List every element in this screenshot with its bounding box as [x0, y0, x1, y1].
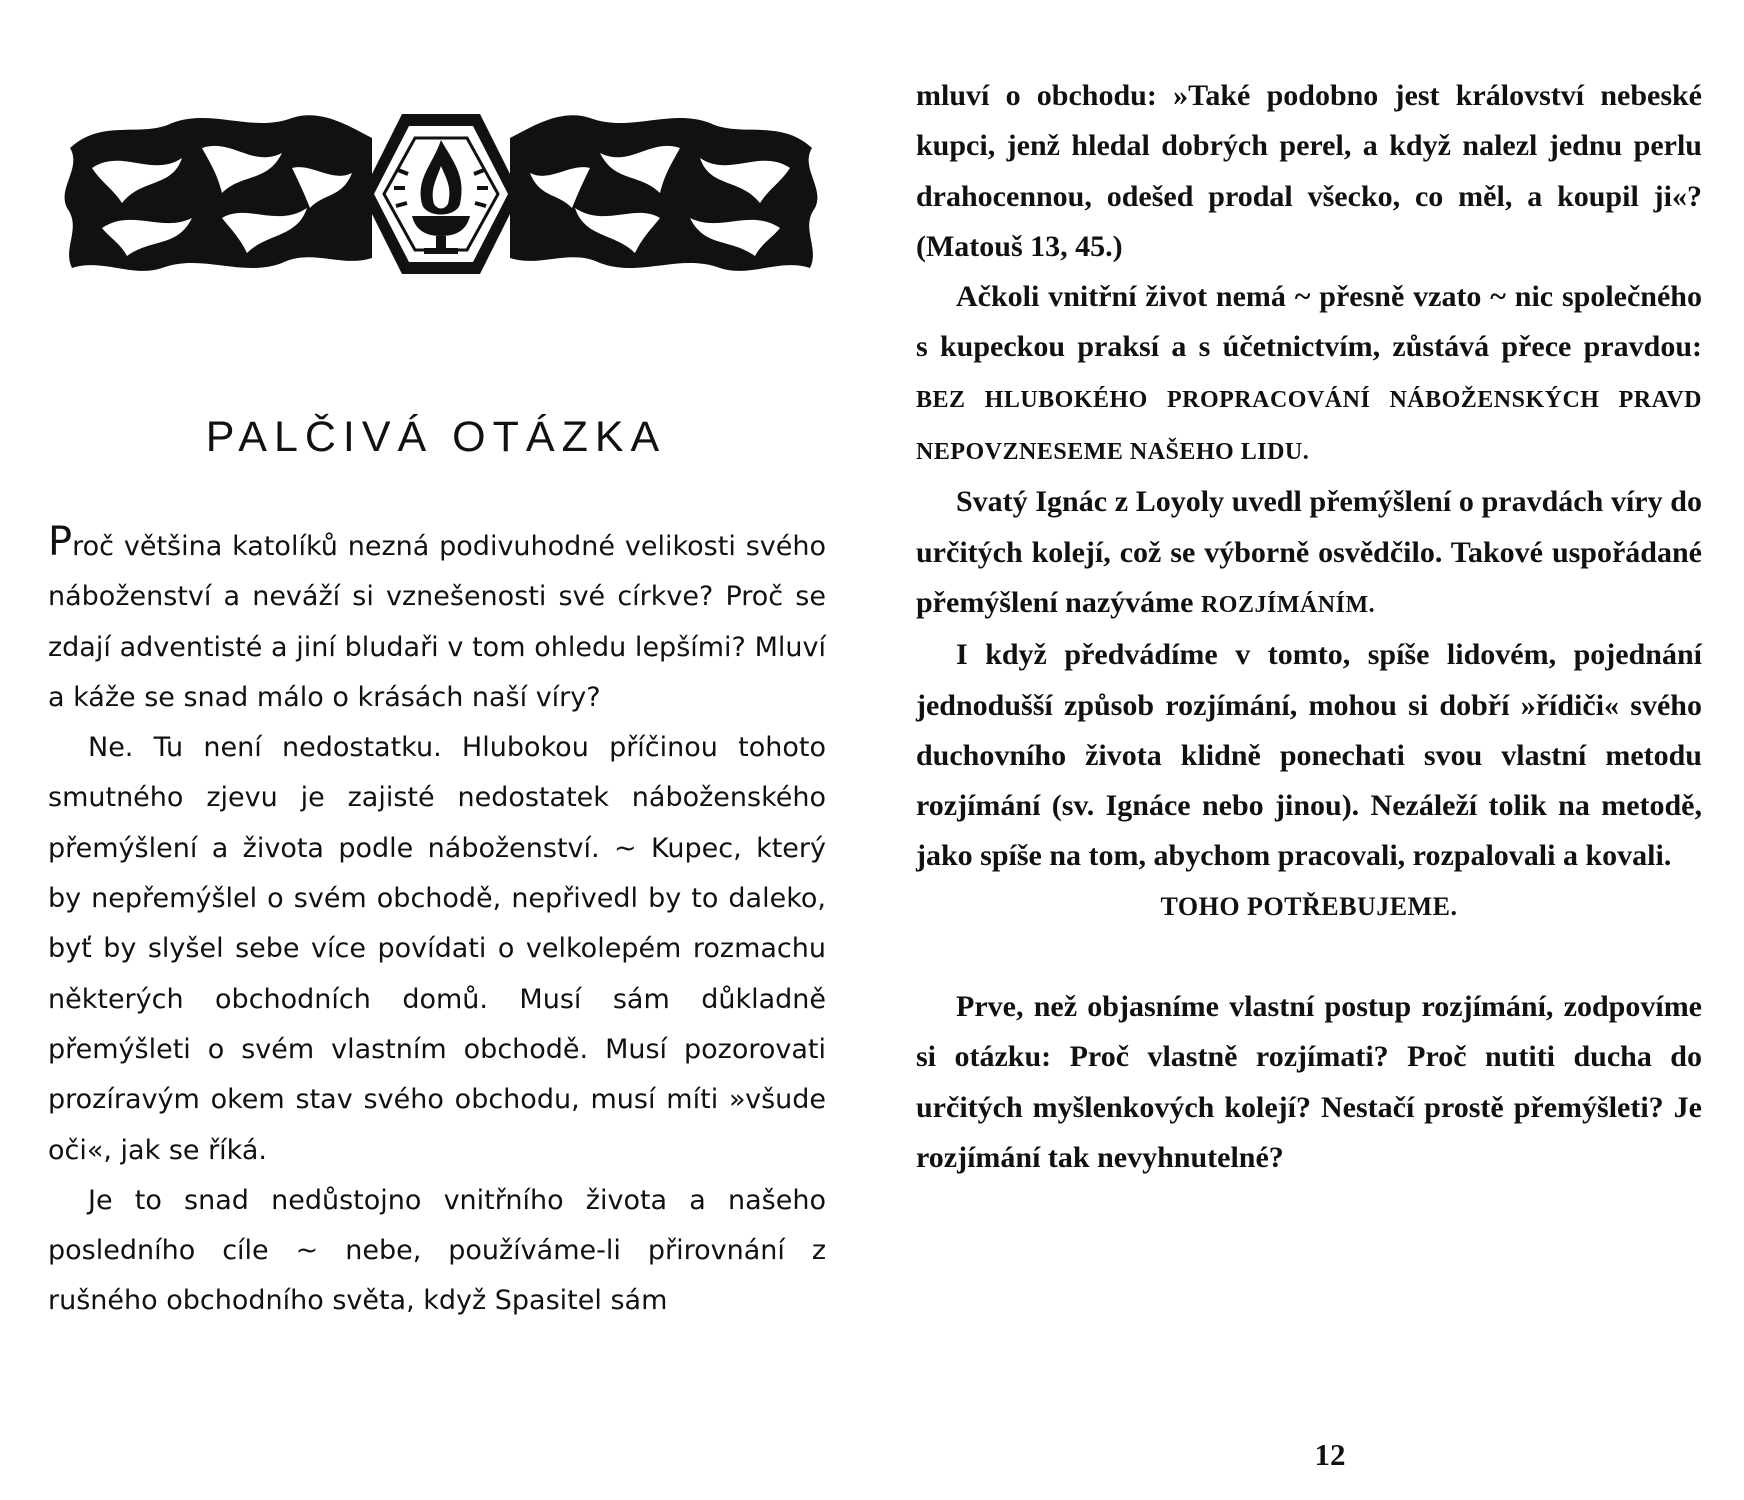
left-body-text — [48, 519, 826, 1327]
right-paragraph-5: Prve, než objasníme vlastní postup rozjímání, zodpovíme si otázku: Proč vlastně rozjímati? Proč nutiti ducha do určitých myšlenkových kolejí? Nestačí prostě přemýšleti? Je rozjímání tak nevyhnutelné? — [916, 990, 1702, 1174]
right-page — [872, 0, 1744, 1500]
right-paragraph-3-emphasis: ROZJÍMÁNÍM. — [1200, 591, 1376, 618]
right-body-text — [916, 71, 1702, 1183]
right-paragraph-3 — [916, 477, 1702, 630]
left-paragraph-3: Je to snad nedůstojno vnitřního života a našeho posledního cíle ~ nebe, používáme-li přirovnání z rušného obchodního světa, když Spasitel sám — [48, 1184, 826, 1317]
left-paragraph-1 — [48, 519, 826, 723]
left-paragraph-2: Ne. Tu není nedostatku. Hlubokou příčinou tohoto smutného zjevu je zajisté nedostatek náboženského přemýšlení a života podle náboženství. ~ Kupec, který by nepřemýšlel o svém obchodě, nepřivedl by to daleko, byť by slyšel sebe více povídati o velkolepém rozmachu některých obchodních domů. Musí sám důkladně přemýšleti o svém vlastním obchodě. Musí pozorovati prozíravým okem stav svého obchodu, musí míti »všude oči«, jak se říká. — [48, 732, 826, 1166]
chapter-title: PALČIVÁ OTÁZKA — [205, 413, 667, 461]
page-number: 12 — [1314, 1437, 1346, 1472]
right-paragraph-1: mluví o obchodu: »Také podobno jest království nebeské kupci, jenž hledal dobrých perel, a když nalezl jednu perlu drahocennou, odešed prodal všecko, co měl, a koupil ji«? (Matouš 13, 45.) — [916, 79, 1702, 263]
drop-initial: P — [48, 519, 73, 565]
right-paragraph-4: I když předvádíme v tomto, spíše lidovém, pojednání jednodušší způsob rozjímání, mohou si dobří »řídiči« svého duchovního života klidně ponechati svou vlastní metodu rozjímání (sv. Ignáce nebo jinou). Nezáleží tolik na metodě, jako spíše na tom, abychom pracovali, rozpalovali a kovali. — [916, 638, 1702, 873]
right-paragraph-2-emphasis: BEZ HLUBOKÉHO PROPRACOVÁNÍ NÁBOŽENSKÝCH PRAVD NEPOVZNESEME NAŠEHO LIDU. — [916, 386, 1702, 466]
right-paragraph-2-text: Ačkoli vnitřní život nemá ~ přesně vzato ~ nic společného s kupeckou praksí a s účetnictvím, zůstává přece pravdou: — [916, 280, 1702, 364]
flame-ornament-icon — [62, 108, 820, 280]
left-paragraph-1-text: roč většina katolíků nezná podivuhodné velikosti svého náboženství a neváží si vznešenosti své církve? Proč se zdají adventisté a jiní bludaři v tom ohledu lepšími? Mluví a káže se snad málo o krásách naší víry? — [48, 531, 826, 713]
right-centered-line: TOHO POTŘEBUJEME. — [1160, 891, 1458, 921]
right-paragraph-2 — [916, 272, 1702, 477]
right-paragraph-3-text: Svatý Ignác z Loyoly uvedl přemýšlení o pravdách víry do určitých kolejí, což se výborně osvědčilo. Takové uspořádané přemýšlení nazýváme — [916, 485, 1702, 619]
